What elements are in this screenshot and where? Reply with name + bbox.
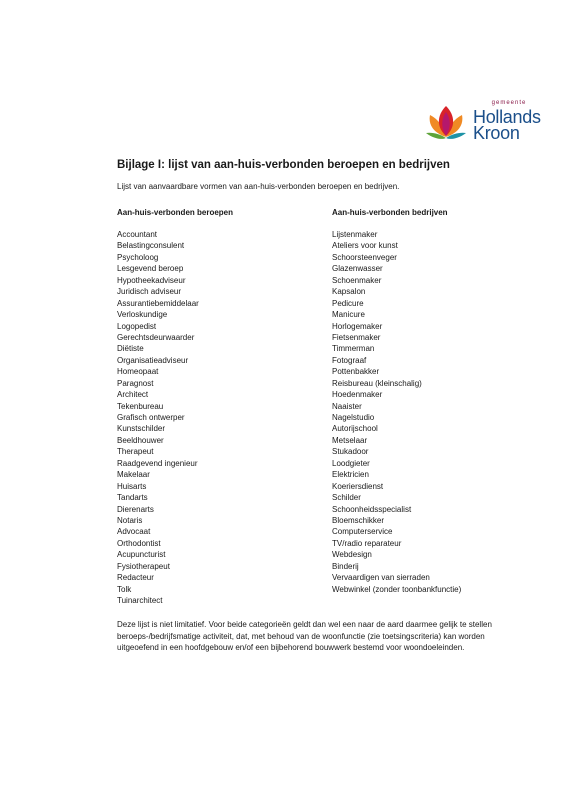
profession-item: Lesgevend beroep	[117, 264, 184, 274]
businesses-heading: Aan-huis-verbonden bedrijven	[332, 208, 448, 217]
business-item: Computerservice	[332, 527, 393, 537]
business-item: Autorijschool	[332, 424, 378, 434]
logo-sup-text: gemeente	[491, 100, 527, 106]
profession-item: Tandarts	[117, 493, 148, 503]
business-item: Pottenbakker	[332, 367, 380, 377]
logo-word-2: Kroon	[473, 123, 520, 143]
business-item: Stukadoor	[332, 447, 369, 457]
profession-item: Juridisch adviseur	[117, 287, 182, 297]
business-item: Webwinkel (zonder toonbankfunctie)	[332, 584, 462, 594]
municipality-logo	[424, 101, 554, 145]
business-item: Metselaar	[332, 435, 368, 445]
profession-item: Redacteur	[117, 573, 154, 583]
business-item: Binderij	[332, 561, 359, 571]
business-item: Schoonheidsspecialist	[332, 504, 412, 514]
business-item: Schoorsteenveger	[332, 252, 397, 262]
profession-item: Psycholoog	[117, 252, 159, 262]
profession-item: Accountant	[117, 230, 158, 239]
profession-item: Acupuncturist	[117, 550, 166, 560]
business-item: Bloemschikker	[332, 515, 385, 525]
profession-item: Tolk	[117, 584, 132, 594]
profession-item: Makelaar	[117, 470, 150, 480]
flower-logo-icon	[424, 103, 468, 143]
business-item: Webdesign	[332, 550, 372, 560]
business-item: Kapsalon	[332, 287, 366, 297]
business-item: Schilder	[332, 493, 361, 503]
profession-item: Beeldhouwer	[117, 435, 164, 445]
profession-item: Gerechtsdeurwaarder	[117, 332, 195, 342]
profession-item: Advocaat	[117, 527, 151, 537]
profession-item: Logopedist	[117, 321, 157, 331]
profession-item: Grafisch ontwerper	[117, 413, 185, 422]
business-item: Vervaardigen van sierraden	[332, 573, 430, 583]
profession-item: Organisatieadviseur	[117, 355, 189, 365]
profession-item: Dierenarts	[117, 504, 154, 514]
page-title: Bijlage I: lijst van aan-huis-verbonden beroepen en bedrijven	[117, 159, 450, 171]
profession-item: Orthodontist	[117, 538, 161, 548]
profession-item: Hypotheekadviseur	[117, 275, 186, 285]
logo-word-1: Hollands	[473, 107, 541, 127]
businesses-list	[332, 229, 542, 595]
professions-heading: Aan-huis-verbonden beroepen	[117, 208, 234, 217]
business-item: Pedicure	[332, 298, 364, 308]
business-item: Naaister	[332, 401, 362, 411]
business-item: Loodgieter	[332, 458, 370, 468]
business-item: Ateliers voor kunst	[332, 241, 398, 251]
business-item: Elektricien	[332, 470, 369, 480]
profession-item: Therapeut	[117, 447, 154, 457]
profession-item: Tuinarchitect	[117, 596, 163, 605]
business-item: Nagelstudio	[332, 413, 375, 422]
profession-item: Assurantiebemiddelaar	[117, 298, 199, 308]
business-item: Manicure	[332, 310, 365, 320]
business-item: Schoenmaker	[332, 275, 382, 285]
profession-item: Notaris	[117, 515, 143, 525]
business-item: Timmerman	[332, 344, 375, 354]
business-item: Reisbureau (kleinschalig)	[332, 378, 422, 388]
business-item: Glazenwasser	[332, 264, 383, 274]
business-item: Horlogemaker	[332, 321, 383, 331]
intro-text: Lijst van aanvaardbare vormen van aan-huis-verbonden beroepen en bedrijven.	[117, 182, 400, 191]
professions-list	[117, 229, 327, 606]
profession-item: Verloskundige	[117, 310, 168, 320]
profession-item: Belastingconsulent	[117, 241, 185, 251]
profession-item: Tekenbureau	[117, 401, 164, 411]
business-item: Koeriersdienst	[332, 481, 384, 491]
profession-item: Diëtiste	[117, 344, 144, 354]
business-item: Fotograaf	[332, 355, 367, 365]
profession-item: Raadgevend ingenieur	[117, 458, 198, 468]
profession-item: Architect	[117, 390, 149, 400]
professions-column	[117, 207, 327, 606]
businesses-column	[332, 207, 542, 595]
profession-item: Paragnost	[117, 378, 154, 388]
profession-item: Fysiotherapeut	[117, 561, 170, 571]
profession-item: Huisarts	[117, 481, 147, 491]
profession-item: Kunstschilder	[117, 424, 166, 434]
business-item: Hoedenmaker	[332, 390, 383, 400]
profession-item: Homeopaat	[117, 367, 159, 377]
business-item: Fietsenmaker	[332, 332, 381, 342]
business-item: TV/radio reparateur	[332, 538, 402, 548]
footnote-paragraph: Deze lijst is niet limitatief. Voor beide categorieën geldt dan wel een naar de aard daarmee gelijk te stellen beroeps-/bedrijfsmatige activiteit, dat, met behoud van de woonfunctie (zie toetsingscriteria) kan worden uitgeoefend in een hoofdgebouw en/of een bijbehorend bouwwerk bestemd voor woondoeleinden.	[117, 620, 492, 652]
business-item: Lijstenmaker	[332, 230, 378, 239]
